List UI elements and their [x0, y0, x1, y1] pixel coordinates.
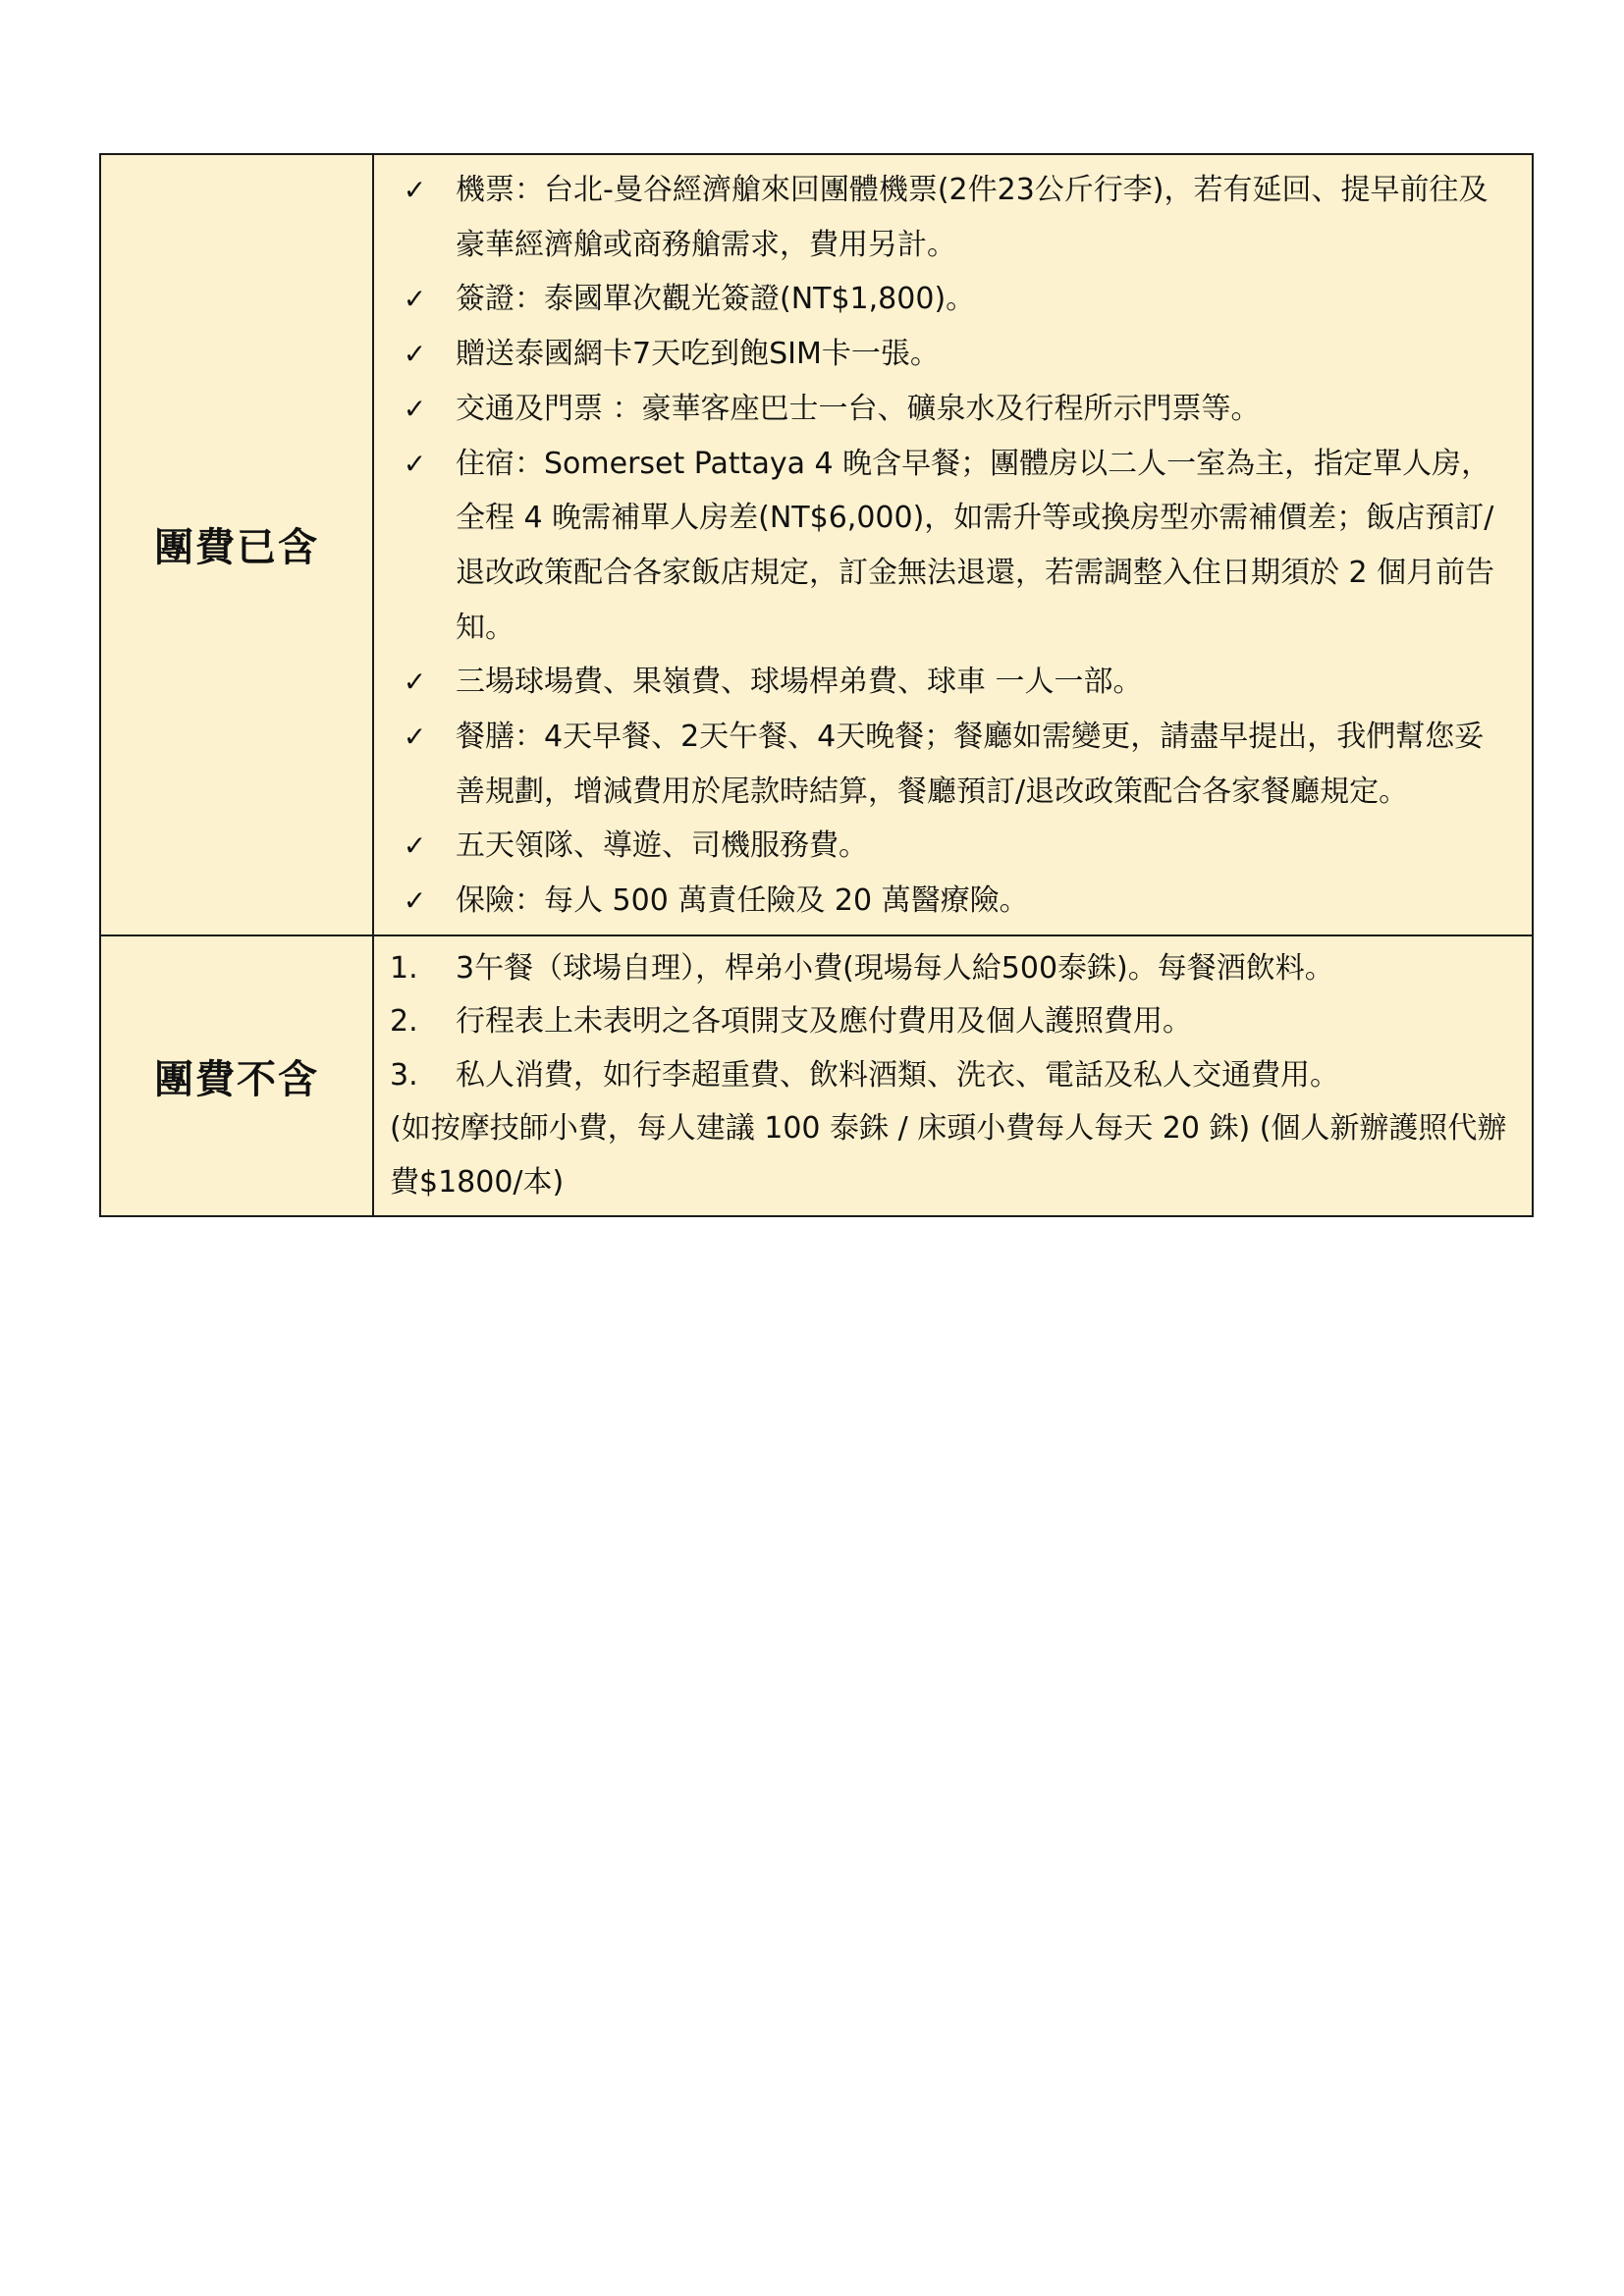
checkmark-icon: ✓: [403, 447, 427, 480]
included-content: [373, 154, 1533, 935]
included-list: [374, 155, 1532, 934]
included-item: [374, 819, 1512, 874]
included-item: [374, 382, 1512, 437]
included-item: [374, 655, 1512, 710]
excluded-label: 團費不含: [100, 935, 373, 1217]
tour-fee-table: [99, 153, 1534, 1217]
included-item: [374, 874, 1512, 929]
checkmark-icon: ✓: [403, 392, 427, 425]
excluded-item: [374, 942, 1512, 996]
excluded-row: [100, 935, 1533, 1217]
included-item-text: 住宿：Somerset Pattaya 4 晚含早餐；團體房以二人一室為主，指定單人房，全程 4 晚需補單人房差(NT$6,000)，如需升等或換房型亦需補價差；飯店預訂/退改政策配合各家飯店規定，訂金無法退還，若需調整入住日期須於 2 個月前告知。: [456, 446, 1495, 645]
checkmark-icon: ✓: [403, 829, 427, 863]
item-number: 2.: [390, 1004, 418, 1040]
excluded-item: [374, 1049, 1512, 1103]
included-item: [374, 437, 1512, 656]
included-item-text: 保險：每人 500 萬責任險及 20 萬醫療險。: [456, 883, 1029, 919]
included-item-text: 交通及門票 ：豪華客座巴士一台、礦泉水及行程所示門票等。: [456, 391, 1261, 426]
included-item-text: 三場球場費、果嶺費、球場桿弟費、球車 一人一部。: [456, 665, 1143, 700]
checkmark-icon: ✓: [403, 721, 427, 754]
included-row: [100, 154, 1533, 935]
item-number: 1.: [390, 950, 418, 986]
checkmark-icon: ✓: [403, 174, 427, 206]
excluded-item-text: 私人消費，如行李超重費、飲料酒類、洗衣、電話及私人交通費用。: [456, 1057, 1339, 1093]
included-item-text: 贈送泰國網卡7天吃到飽SIM卡一張。: [456, 337, 940, 372]
checkmark-icon: ✓: [403, 884, 427, 918]
excluded-list: [374, 936, 1532, 1216]
excluded-item-text: 行程表上未表明之各項開支及應付費用及個人護照費用。: [456, 1004, 1192, 1040]
excluded-content: [373, 935, 1533, 1217]
included-item-text: 五天領隊、導遊、司機服務費。: [456, 828, 868, 864]
included-item-text: 餐膳：4天早餐、2天午餐、4天晚餐；餐廳如需變更，請盡早提出，我們幫您妥善規劃，增減費用於尾款時結算，餐廳預訂/退改政策配合各家餐廳規定。: [456, 720, 1485, 809]
excluded-item: [374, 995, 1512, 1049]
item-number: 3.: [390, 1057, 418, 1093]
included-item-text: 簽證：泰國單次觀光簽證(NT$1,800)。: [456, 282, 976, 317]
checkmark-icon: ✓: [403, 666, 427, 699]
checkmark-icon: ✓: [403, 338, 427, 371]
excluded-note: (如按摩技師小費，每人建議 100 泰銖 / 床頭小費每人每天 20 銖) (個人新辦護照代辦費$1800/本): [390, 1111, 1507, 1200]
included-item-text: 機票：台北-曼谷經濟艙來回團體機票(2件23公斤行李)，若有延回、提早前往及豪華經濟艙或商務艙需求，費用另計。: [456, 173, 1489, 262]
included-item: [374, 327, 1512, 382]
excluded-item-text: 3午餐（球場自理），桿弟小費(現場每人給500泰銖)。每餐酒飲料。: [456, 950, 1334, 986]
included-label: 團費已含: [100, 154, 373, 935]
included-item: [374, 710, 1512, 819]
included-item: [374, 163, 1512, 272]
included-item: [374, 272, 1512, 327]
checkmark-icon: ✓: [403, 283, 427, 316]
